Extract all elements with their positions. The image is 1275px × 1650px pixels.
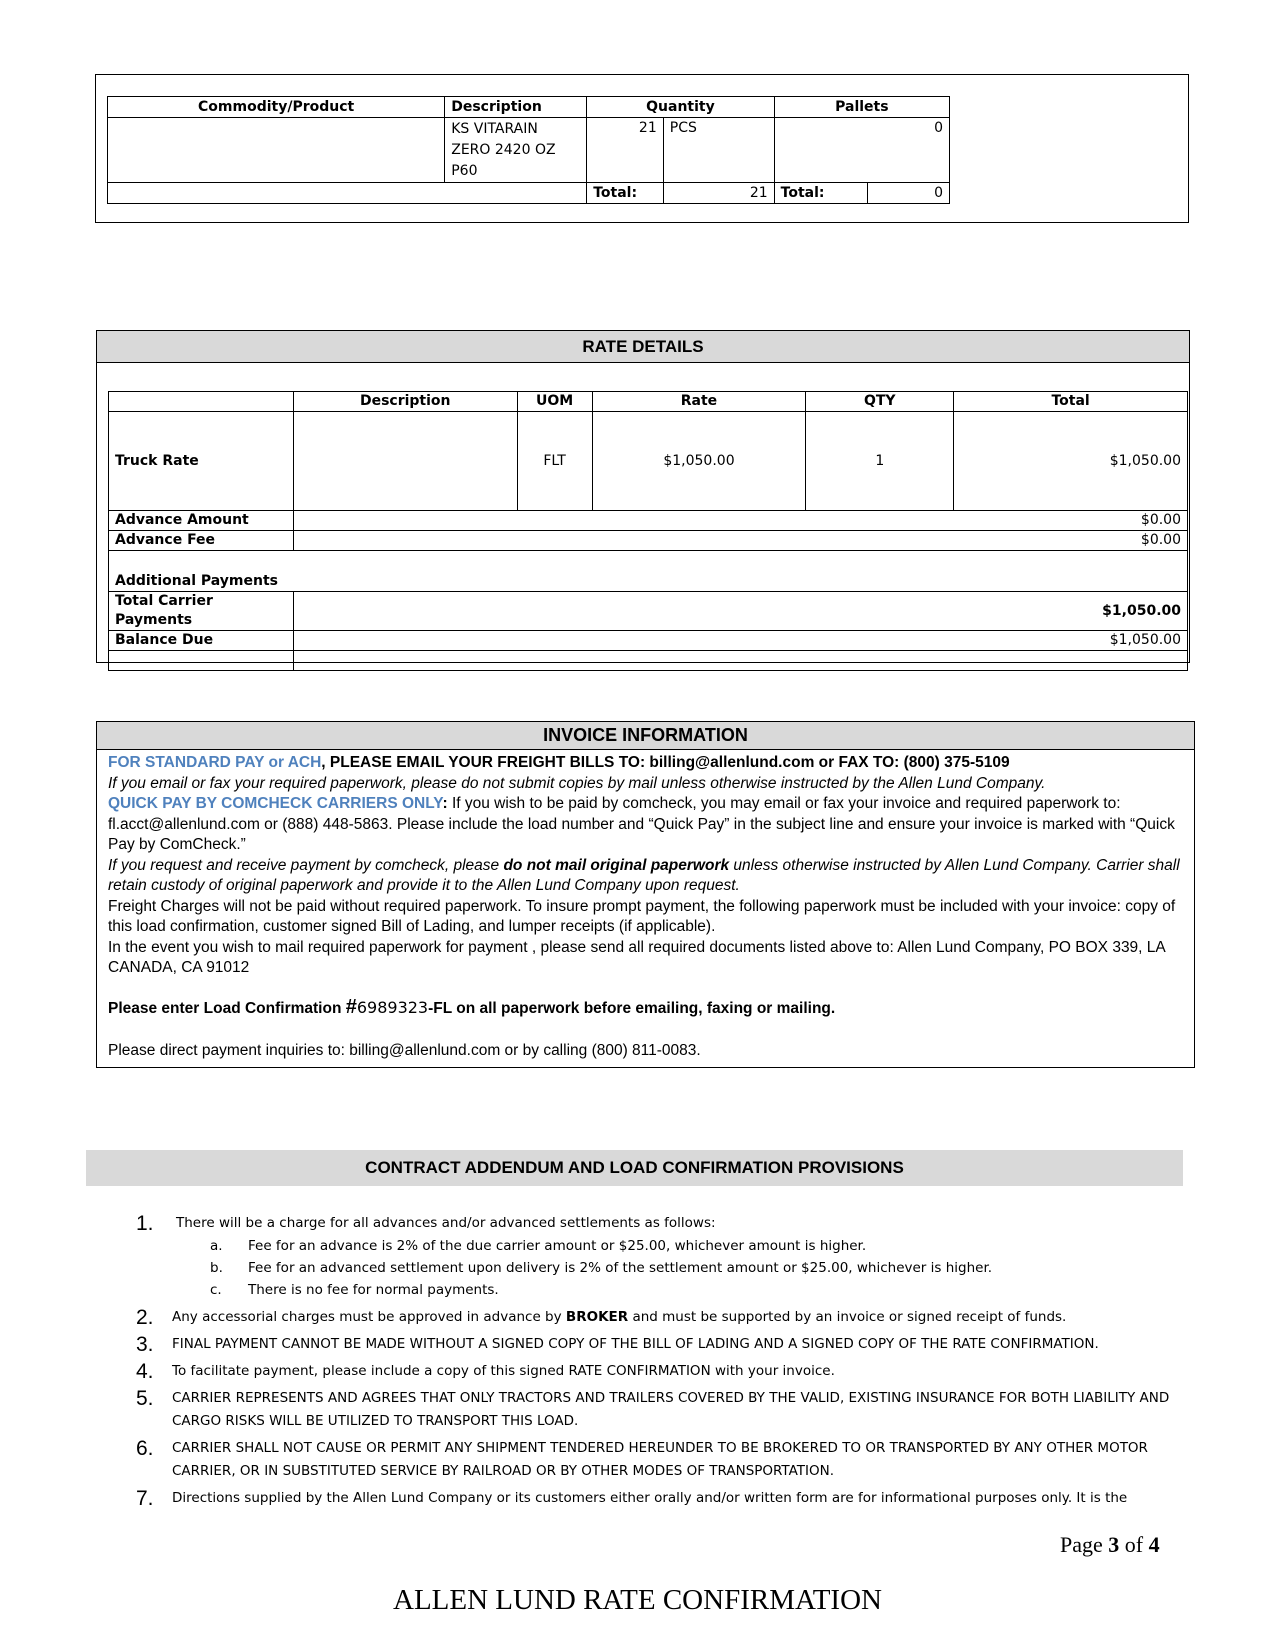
rate-empty-cell <box>109 651 294 671</box>
provision-item <box>130 1387 1190 1433</box>
quantity-total-label: Total: <box>587 183 664 204</box>
balance-due-label: Balance Due <box>109 631 294 651</box>
commodity-pallets: 0 <box>774 118 949 183</box>
balance-due-row <box>109 631 1188 651</box>
contract-addendum-title: CONTRACT ADDENDUM AND LOAD CONFIRMATION PROVISIONS <box>86 1150 1183 1186</box>
truck-rate-row <box>109 412 1188 511</box>
description-line: ZERO 2420 OZ <box>451 142 556 158</box>
page-of: of <box>1119 1532 1149 1557</box>
advance-fee-label: Advance Fee <box>109 531 294 551</box>
commodity-total-row <box>108 183 950 204</box>
subitem-letter: c. <box>210 1282 222 1298</box>
provision-subitem <box>130 1279 1190 1301</box>
balance-due-value: $1,050.00 <box>293 631 1187 651</box>
pallets-total-value: 0 <box>867 183 949 204</box>
provision-subitem <box>130 1235 1190 1257</box>
truck-rate-rate: $1,050.00 <box>592 412 806 511</box>
standard-pay-label: FOR STANDARD PAY or ACH <box>108 754 322 771</box>
quantity-total-value: 21 <box>663 183 774 204</box>
provision-item <box>130 1487 1190 1510</box>
provision-number: 7. <box>136 1487 154 1510</box>
rate-header-description: Description <box>293 392 517 412</box>
provision-number: 6. <box>136 1437 154 1460</box>
rate-header-row <box>109 392 1188 412</box>
provision-text-b: and must be supported by an invoice or signed receipt of funds. <box>628 1309 1067 1325</box>
rate-details-title: RATE DETAILS <box>97 331 1189 363</box>
truck-rate-qty: 1 <box>806 412 954 511</box>
commodity-row <box>108 118 950 183</box>
provision-item <box>130 1306 1190 1329</box>
rate-header-total: Total <box>954 392 1188 412</box>
provision-subitem <box>130 1257 1190 1279</box>
comcheck-note-part1: If you request and receive payment by comcheck, please <box>108 856 504 874</box>
provision-text: Directions supplied by the Allen Lund Company or its customers either orally and/or written form are for informational purposes only. It is the <box>172 1490 1128 1506</box>
load-conf-hash: # <box>345 995 357 1018</box>
email-note: If you email or fax your required paperwork, please do not submit copies by mail unless otherwise instructed by the Allen Lund Company. <box>108 774 1046 792</box>
invoice-information-section <box>96 721 1195 1068</box>
description-line: P60 <box>451 163 478 179</box>
standard-pay-paragraph <box>108 753 1183 774</box>
commodity-quantity: 21 <box>587 118 664 183</box>
provision-text: CARRIER REPRESENTS AND AGREES THAT ONLY TRACTORS AND TRAILERS COVERED BY THE VALID, EXISTING INSURANCE FOR BOTH LIABILITY AND CARGO RISKS WILL BE UTILIZED TO TRANSPORT THIS LOAD. <box>172 1390 1170 1429</box>
description-line: KS VITARAIN <box>451 121 538 137</box>
total-carrier-payments-row <box>109 592 1188 631</box>
provision-number: 3. <box>136 1333 154 1356</box>
header-commodity-product: Commodity/Product <box>108 97 445 118</box>
total-carrier-payments-value: $1,050.00 <box>293 592 1187 631</box>
total-carrier-payments-label: Total Carrier Payments <box>109 592 294 631</box>
advance-amount-label: Advance Amount <box>109 511 294 531</box>
truck-rate-description <box>293 412 517 511</box>
page-label: Page <box>1060 1532 1109 1557</box>
provision-text: CARRIER SHALL NOT CAUSE OR PERMIT ANY SHIPMENT TENDERED HEREUNDER TO BE BROKERED TO OR TRANSPORTED BY ANY OTHER MOTOR CARRIER, OR IN SUBSTITUTED SERVICE BY RAILROAD OR BY OTHER MODES OF TRANSPORTATION. <box>172 1440 1148 1479</box>
header-pallets: Pallets <box>774 97 949 118</box>
truck-rate-uom: FLT <box>517 412 592 511</box>
freight-charges-note: Freight Charges will not be paid without required paperwork. To insure prompt payment, the following paperwork must be included with your invoice: copy of this load confirmation, customer signed Bill of Lading, and lumper receipts (if applicable). <box>108 897 1176 935</box>
truck-rate-total: $1,050.00 <box>954 412 1188 511</box>
footer-title: ALLEN LUND RATE CONFIRMATION <box>393 1584 882 1616</box>
advance-fee-value <box>293 531 1187 551</box>
standard-pay-text: , PLEASE EMAIL YOUR FREIGHT BILLS TO: billing@allenlund.com or FAX TO: (800) 375-5109 <box>321 754 1010 771</box>
provision-item <box>130 1333 1190 1356</box>
provisions-list <box>130 1212 1190 1510</box>
comcheck-note-part2: unless otherwise instructed by Allen Lund Company. Carrier shall retain custody of original paperwork and provide it to the Allen Lund Company upon request. <box>108 856 1180 894</box>
total-spacer <box>108 183 587 204</box>
invoice-information-title: INVOICE INFORMATION <box>97 722 1194 750</box>
provision-number: 5. <box>136 1387 154 1410</box>
load-confirmation-note <box>108 997 1183 1020</box>
additional-payments-row <box>109 551 1188 592</box>
comcheck-note <box>108 856 1183 897</box>
provision-text: To facilitate payment, please include a copy of this signed RATE CONFIRMATION with your invoice. <box>172 1363 835 1379</box>
provision-number: 2. <box>136 1306 154 1329</box>
provision-item <box>130 1360 1190 1383</box>
provision-number: 1. <box>136 1212 154 1235</box>
commodity-description-cell <box>445 118 587 183</box>
page-total: 4 <box>1148 1532 1160 1557</box>
rate-header-qty: QTY <box>806 392 954 412</box>
subitem-letter: a. <box>210 1238 223 1254</box>
advance-amount-value: $0.00 <box>293 511 1187 531</box>
pallets-total-label: Total: <box>774 183 867 204</box>
page-current: 3 <box>1108 1532 1120 1557</box>
page-number <box>1060 1532 1160 1558</box>
rate-details-section <box>96 330 1190 663</box>
rate-empty-row <box>109 651 1188 671</box>
commodity-product-cell <box>108 118 445 183</box>
provision-text: There will be a charge for all advances and/or advanced settlements as follows: <box>176 1215 716 1231</box>
provision-text: FINAL PAYMENT CANNOT BE MADE WITHOUT A SIGNED COPY OF THE BILL OF LADING AND A SIGNED COPY OF THE RATE CONFIRMATION. <box>172 1336 1099 1352</box>
commodity-section <box>95 74 1189 223</box>
header-quantity: Quantity <box>587 97 774 118</box>
mail-note: In the event you wish to mail required paperwork for payment , please send all required documents listed above to: Allen Lund Company, PO BOX 339, LA CANADA, CA 91012 <box>108 938 1165 976</box>
provision-number: 4. <box>136 1360 154 1383</box>
subitem-letter: b. <box>210 1260 223 1276</box>
subitem-text: Fee for an advanced settlement upon delivery is 2% of the settlement amount or $25.00, whichever is higher. <box>248 1260 993 1276</box>
commodity-unit: PCS <box>663 118 774 183</box>
subitem-text: There is no fee for normal payments. <box>248 1282 499 1298</box>
quick-pay-colon: : <box>442 795 448 812</box>
quick-pay-label: QUICK PAY BY COMCHECK CARRIERS ONLY <box>108 795 443 812</box>
truck-rate-label: Truck Rate <box>109 412 294 511</box>
header-description: Description <box>445 97 587 118</box>
rate-details-table <box>108 391 1188 671</box>
load-conf-suffix: -FL on all paperwork before emailing, faxing or mailing. <box>428 999 836 1017</box>
rate-header-rate: Rate <box>592 392 806 412</box>
advance-fee-row <box>109 531 1188 551</box>
commodity-header-row <box>108 97 950 118</box>
rate-header-uom: UOM <box>517 392 592 412</box>
provision-bold: BROKER <box>565 1309 629 1325</box>
additional-payments-label: Additional Payments <box>109 551 1188 592</box>
quick-pay-text: If you wish to be paid by comcheck, you may email or fax your invoice and required paperwork to: fl.acct@allenlund.com or (888) 448-5863. Please include the load number and “Quick Pay” in the subject line and ensure your invoice is marked with “Quick Pay by ComCheck.” <box>108 795 1175 853</box>
provision-item <box>130 1212 1190 1235</box>
comcheck-note-bold: do not mail original paperwork <box>503 856 730 874</box>
advance-fee-amount: $0.00 <box>1140 532 1181 548</box>
rate-empty-cell <box>293 651 1187 671</box>
provision-item <box>130 1437 1190 1483</box>
load-conf-number: 6989323 <box>356 997 429 1017</box>
rate-header-blank <box>109 392 294 412</box>
quick-pay-paragraph <box>108 794 1183 856</box>
payment-inquiries: Please direct payment inquiries to: billing@allenlund.com or by calling (800) 811-0083. <box>108 1042 701 1059</box>
subitem-text: Fee for an advance is 2% of the due carrier amount or $25.00, whichever amount is higher. <box>248 1238 867 1254</box>
commodity-table <box>107 96 950 204</box>
invoice-body <box>97 750 1194 1062</box>
provision-text-a: Any accessorial charges must be approved in advance by <box>172 1309 566 1325</box>
load-conf-prefix: Please enter Load Confirmation <box>108 999 346 1017</box>
advance-amount-row <box>109 511 1188 531</box>
